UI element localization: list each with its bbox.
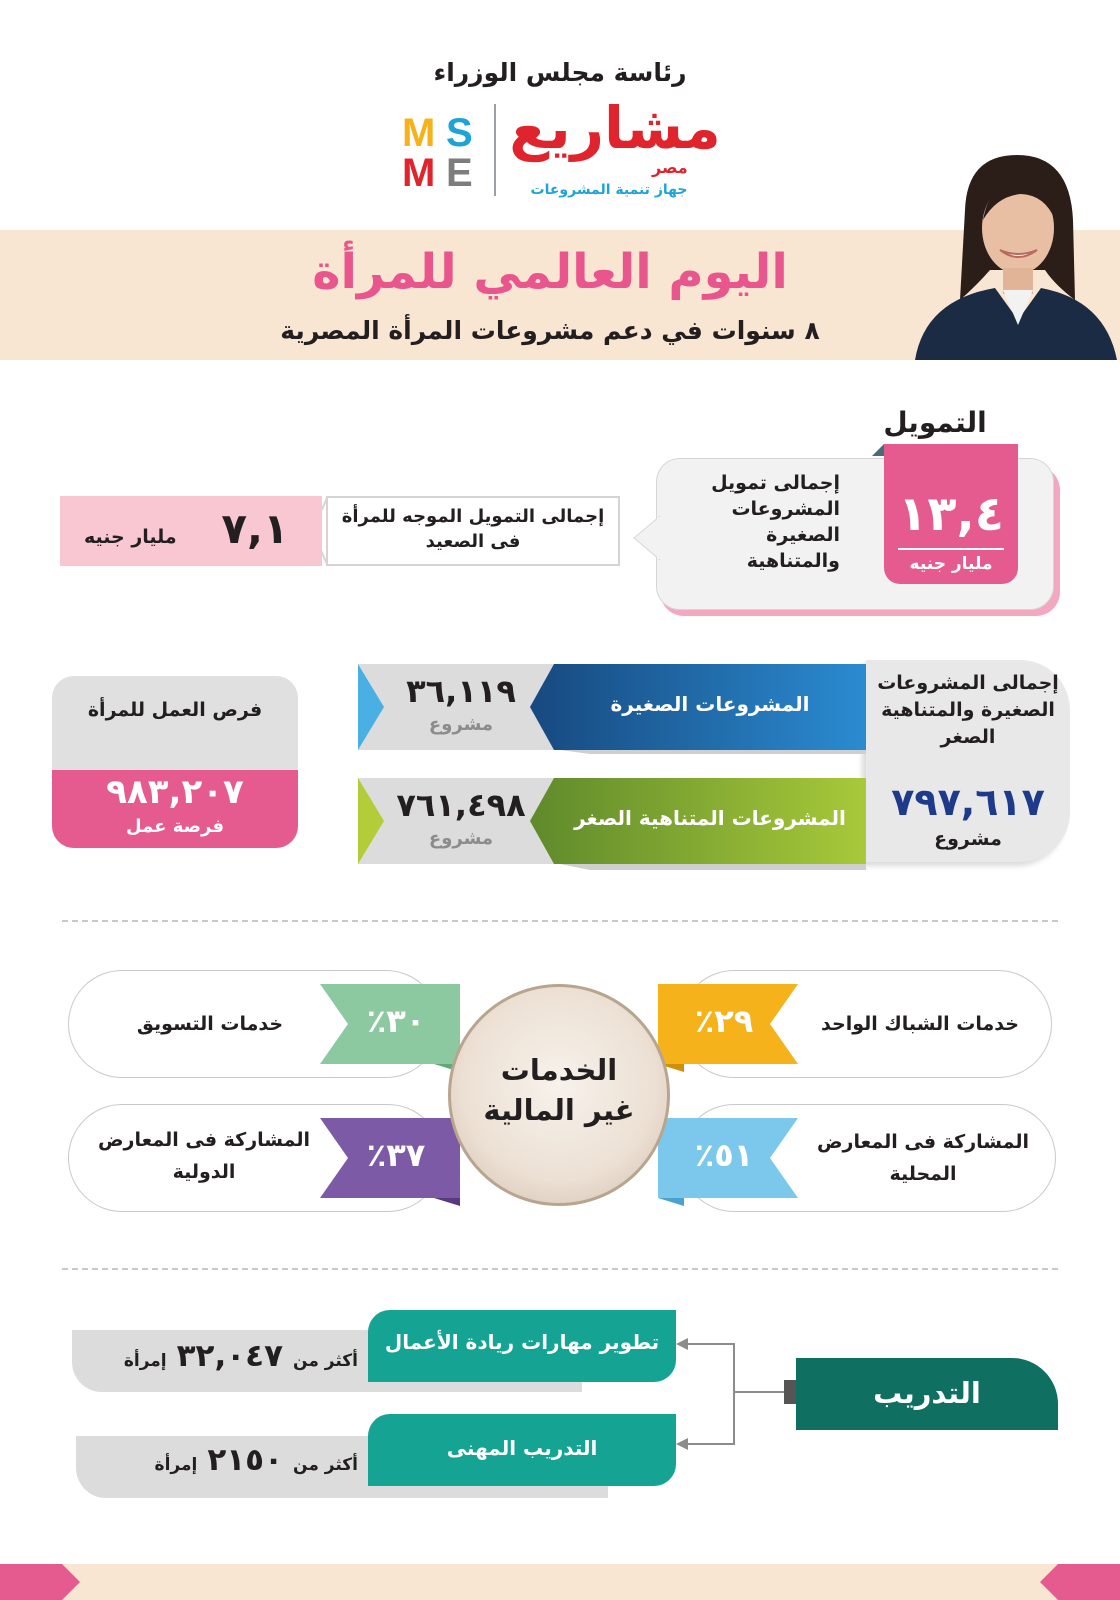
training-vocational-label: التدريب المهنى bbox=[446, 1436, 598, 1460]
projects-total-label: إجمالى المشروعات الصغيرة والمتناهية الصغر bbox=[877, 672, 1059, 748]
micro-projects-value: ٧٦١,٤٩٨ bbox=[396, 786, 526, 824]
jobs-label: فرص العمل للمرأة bbox=[87, 699, 263, 721]
woman-portrait bbox=[905, 150, 1120, 360]
financing-total-value: ١٣,٤ bbox=[897, 486, 1005, 542]
training-vocational-stat bbox=[96, 1442, 358, 1478]
svg-text:M: M bbox=[402, 111, 436, 155]
svg-text:S: S bbox=[446, 111, 473, 155]
jobs-unit: فرصة عمل bbox=[126, 816, 224, 837]
training-connector bbox=[676, 1330, 806, 1460]
upper-egypt-value: ٧,١ bbox=[221, 504, 289, 553]
training-heading: التدريب bbox=[873, 1376, 981, 1410]
micro-projects-arrow bbox=[358, 778, 386, 864]
training-entrepreneurship-stat bbox=[96, 1338, 358, 1374]
service-one-stop-label: خدمات الشباك الواحد bbox=[821, 1013, 1019, 1035]
financing-tab-divider bbox=[898, 548, 1004, 550]
banner-title: اليوم العالمي للمرأة bbox=[312, 244, 788, 300]
service-intl-expo-percent: ٣٧٪ bbox=[366, 1136, 426, 1174]
training-entrepreneurship-value: ٣٢,٠٤٧ bbox=[176, 1338, 284, 1374]
training-vocational-value: ٢١٥٠ bbox=[207, 1442, 284, 1478]
financing-total-unit: مليار جنيه bbox=[909, 554, 993, 574]
financing-heading: التمويل bbox=[883, 406, 987, 439]
training-entrepreneurship-unit: إمرأة bbox=[123, 1351, 167, 1371]
small-projects-label: المشروعات الصغيرة bbox=[610, 692, 810, 716]
micro-projects-unit: مشروع bbox=[428, 828, 494, 849]
logo-subtitle: جهاز تنمية المشروعات bbox=[530, 182, 688, 198]
mashareea-logo: مشاريع bbox=[509, 94, 721, 162]
training-entrepreneurship-label: تطوير مهارات ريادة الأعمال bbox=[384, 1330, 660, 1354]
financing-tab-fold bbox=[872, 444, 884, 456]
footer-right-arrow bbox=[1040, 1564, 1120, 1600]
training-vocational-more: أكثر من bbox=[293, 1455, 358, 1475]
service-marketing-label: خدمات التسويق bbox=[136, 1013, 284, 1035]
services-title-line2: غير المالية bbox=[483, 1093, 635, 1127]
service-intl-expo-label: المشاركة فى المعارض الدولية bbox=[98, 1129, 310, 1183]
projects-total-value: ٧٩٧,٦١٧ bbox=[891, 780, 1045, 824]
upper-egypt-unit: مليار جنيه bbox=[84, 526, 177, 548]
service-marketing-percent: ٣٠٪ bbox=[366, 1002, 426, 1040]
svg-text:E: E bbox=[446, 151, 473, 188]
micro-projects-label: المشروعات المتناهية الصغر bbox=[574, 806, 846, 830]
non-financial-services-title bbox=[448, 1050, 670, 1130]
service-local-expo-percent: ٥١٪ bbox=[694, 1136, 754, 1174]
financing-card-pointer bbox=[632, 516, 660, 560]
small-projects-value: ٣٦,١١٩ bbox=[406, 672, 516, 710]
banner-subtitle: ٨ سنوات في دعم مشروعات المرأة المصرية bbox=[280, 316, 820, 345]
service-one-stop-percent: ٢٩٪ bbox=[694, 1002, 754, 1040]
svg-text:M: M bbox=[402, 151, 436, 188]
footer-left-arrow bbox=[0, 1564, 80, 1600]
training-vocational-unit: إمرأة bbox=[154, 1455, 198, 1475]
upper-egypt-label: إجمالى التمويل الموجه للمرأة فى الصعيد bbox=[341, 506, 605, 552]
section-divider-1 bbox=[62, 920, 1058, 922]
logo-divider bbox=[494, 104, 496, 196]
financing-total-label: إجمالى تمويل المشروعات الصغيرة والمتناهية bbox=[711, 472, 840, 572]
section-divider-2 bbox=[62, 1268, 1058, 1270]
jobs-value: ٩٨٣,٢٠٧ bbox=[106, 772, 244, 812]
msme-logo bbox=[402, 110, 492, 188]
logo-egypt-text: مصر bbox=[652, 158, 688, 177]
services-title-line1: الخدمات bbox=[500, 1053, 618, 1087]
training-entrepreneurship-more: أكثر من bbox=[293, 1351, 358, 1371]
projects-total-unit: مشروع bbox=[934, 828, 1002, 850]
small-projects-unit: مشروع bbox=[428, 714, 494, 735]
cabinet-title: رئاسة مجلس الوزراء bbox=[433, 58, 687, 87]
small-projects-arrow bbox=[358, 664, 386, 750]
footer-band bbox=[0, 1564, 1120, 1600]
service-local-expo-label: المشاركة فى المعارض المحلية bbox=[817, 1131, 1029, 1185]
